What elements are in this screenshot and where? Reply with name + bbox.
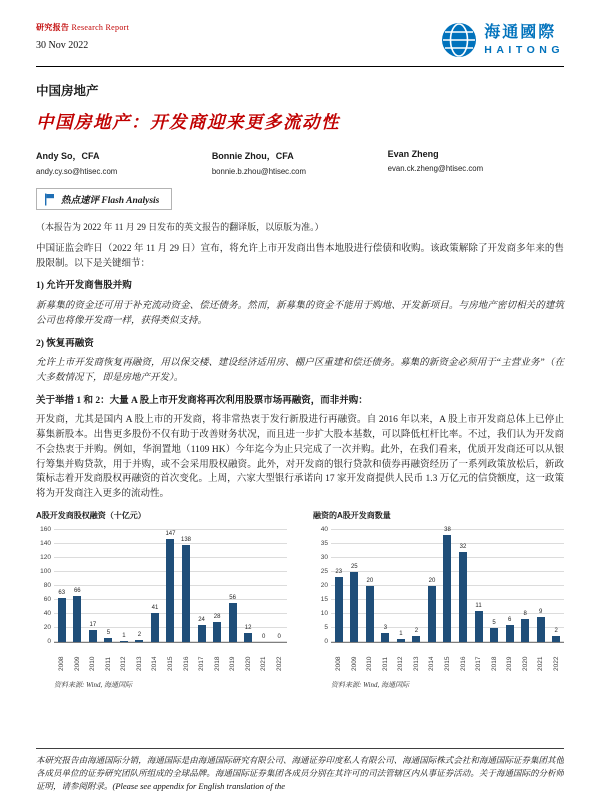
brand-name-en: HAITONG: [484, 43, 564, 56]
report-header: [36, 22, 564, 58]
bars: [331, 527, 564, 642]
translation-note: （本报告为 2022 年 11 月 29 日发布的英文报告的翻译版，以原版为准。）: [36, 222, 324, 232]
bar: [89, 630, 97, 642]
bar-value-label: 12: [244, 625, 252, 632]
y-tick-label: 80: [43, 581, 51, 589]
report-date: 30 Nov 2022: [36, 40, 89, 51]
bar-value-label: 5: [106, 630, 111, 637]
x-axis-labels: [331, 645, 564, 671]
x-tick-label: 2013: [135, 656, 143, 671]
flash-analysis-label: 热点速评 Flash Analysis: [61, 196, 160, 206]
bar: [475, 611, 483, 642]
author-email: bonnie.b.zhou@htisec.com: [211, 167, 306, 176]
bar: [506, 625, 514, 642]
bar-column: [178, 537, 194, 642]
brand-name-zh: 海通國際: [484, 24, 557, 42]
section-1-paragraph: 新募集的资金还可用于补充流动资金、偿还债务。然而，新募集的资金不能用于购地、开发新项目。与房地产密切相关的建筑公司也将像开发商一样，获得类似支持。: [36, 301, 564, 326]
bar-value-label: 20: [428, 577, 436, 584]
bar-value-label: 20: [366, 577, 374, 584]
intro-paragraph: 中国证监会昨日（2022 年 11 月 29 日）宣布，将允许上市开发商出售本地股进行偿债和收购。该政策解除了开发商多年来的售股限制。以下是关键细节：: [36, 244, 564, 269]
plot-area: [40, 525, 287, 645]
x-tick-label: 2012: [397, 656, 405, 671]
y-tick-label: 15: [320, 595, 328, 603]
x-tick-label: 2022: [552, 656, 560, 671]
gridline: [54, 529, 287, 530]
y-tick-label: 60: [43, 595, 51, 603]
section-2-paragraph: 允许上市开发商恢复再融资，用以保交楼、建设经济适用房、棚户区重建和偿还债务。募集的新资金必须用于“主营业务”（在大多数情况下，即是房地产开发）。: [36, 358, 564, 384]
y-tick-label: 40: [43, 609, 51, 617]
y-tick-label: 30: [320, 553, 328, 561]
x-tick-label: 2015: [443, 656, 451, 671]
bar-value-label: 147: [165, 530, 176, 537]
x-tick-label: 2017: [198, 656, 206, 671]
charts-row: [36, 510, 564, 690]
bar-column: [347, 564, 363, 642]
bar-value-label: 24: [198, 616, 205, 623]
bar-value-label: 8: [523, 611, 527, 618]
chart-source: 资料来源: Wind, 海通国际: [331, 680, 409, 689]
bar: [73, 596, 81, 642]
report-type-en: Research Report: [71, 23, 130, 32]
bar-value-label: 25: [350, 563, 358, 570]
bar-value-label: 32: [459, 544, 467, 551]
bar-column: [378, 625, 394, 641]
plot-area: [320, 525, 564, 645]
footer-disclaimer: 本研究报告由海通国际分销，海通国际是由海通国际研究有限公司、海通证券印度私人有限公司、海通国际株式会社和海通国际证券集团其他各成员单位的证券研究团队所组成的全球品牌。海通国际证券集团各成员分别在其许可的司法管辖区内从事证券活动。关于海通国际的分析师证明，请参阅附录。(Please see appendix for English translation of the: [36, 748, 564, 800]
bar: [135, 640, 143, 641]
y-tick-label: 100: [40, 567, 51, 575]
x-tick-label: 2016: [459, 656, 467, 671]
header-left: [36, 22, 129, 51]
x-tick-label: 2010: [89, 656, 97, 671]
chart-source: 资料来源: Wind, 海通国际: [54, 680, 132, 689]
x-tick-label: 2019: [506, 656, 514, 671]
x-tick-label: 2018: [213, 656, 221, 671]
author-1: [36, 149, 212, 176]
y-tick-label: 10: [320, 609, 328, 617]
report-type-zh: 研究报告: [36, 23, 70, 32]
x-tick-label: 2020: [244, 656, 252, 671]
chart-title: A股开发商股权融资（十亿元）: [36, 510, 146, 520]
bar-value-label: 1: [399, 630, 403, 637]
bar: [120, 641, 128, 642]
bar-value-label: 38: [444, 527, 451, 534]
bar-column: [533, 609, 549, 642]
bar: [397, 639, 405, 642]
x-tick-label: 2009: [350, 656, 358, 671]
x-tick-label: 2018: [490, 656, 498, 671]
y-tick-label: 0: [324, 637, 328, 645]
section-heading-2: 2) 恢复再融资: [36, 338, 94, 349]
bar: [459, 552, 467, 642]
bar-column: [331, 569, 347, 641]
author-3: [388, 149, 564, 176]
x-tick-label: 2011: [104, 656, 112, 671]
bar: [366, 586, 374, 642]
chart-plot: [320, 525, 564, 671]
x-tick-label: 2021: [537, 656, 545, 671]
bar: [381, 633, 389, 641]
y-tick-label: 120: [40, 553, 51, 561]
bar-column: [116, 633, 132, 642]
bar-column: [240, 625, 256, 641]
bar-value-label: 2: [414, 628, 419, 635]
bar-column: [256, 634, 272, 642]
bar: [335, 577, 343, 641]
header-divider: [36, 66, 564, 67]
chart-developer-count: [313, 510, 564, 690]
bar: [229, 603, 237, 642]
authors-row: [36, 149, 564, 176]
bar-column: [209, 614, 225, 642]
flash-analysis-badge: [36, 188, 172, 210]
bar: [490, 628, 498, 642]
y-tick-label: 0: [47, 637, 51, 645]
bar: [244, 633, 252, 641]
bar-value-label: 56: [229, 594, 236, 601]
bar: [552, 636, 560, 642]
bar: [537, 617, 545, 642]
bar-column: [455, 544, 471, 642]
bar: [104, 638, 112, 642]
bar-value-label: 0: [277, 633, 281, 640]
bar-column: [85, 622, 101, 642]
bar: [151, 613, 159, 642]
author-name: Andy So，CFA: [36, 151, 100, 161]
bar-column: [362, 578, 378, 642]
bar-value-label: 41: [151, 605, 159, 612]
bar-value-label: 5: [492, 619, 496, 626]
bar-column: [194, 617, 210, 642]
haitong-globe-icon: [441, 22, 477, 58]
bar-value-label: 3: [383, 625, 388, 632]
x-tick-label: 2008: [58, 656, 66, 671]
chart-title: 融资的A股开发商数量: [313, 510, 391, 520]
bar-value-label: 2: [554, 628, 558, 635]
y-tick-label: 20: [43, 623, 51, 631]
bar-column: [486, 620, 502, 642]
bar-column: [502, 617, 518, 642]
analysis-heading: 关于举措 1 和 2：大量 A 股上市开发商将再次利用股票市场再融资，而非并购：: [36, 395, 368, 406]
bar-value-label: 1: [122, 633, 126, 640]
bar: [58, 598, 66, 642]
bar-column: [409, 628, 425, 642]
x-tick-label: 2014: [151, 656, 159, 671]
y-tick-label: 35: [320, 539, 328, 547]
bar-value-label: 0: [262, 633, 266, 640]
section-heading-1: 1) 允许开发商售股并购: [36, 281, 132, 292]
x-axis-labels: [54, 645, 287, 671]
x-tick-label: 2012: [120, 656, 128, 671]
bars: [54, 531, 287, 642]
x-tick-label: 2019: [229, 656, 237, 671]
bar-column: [440, 527, 456, 641]
bar-column: [548, 628, 564, 642]
bar-column: [54, 590, 70, 642]
x-tick-label: 2014: [428, 656, 436, 671]
bar: [166, 539, 174, 642]
x-tick-label: 2021: [260, 656, 268, 671]
bar-column: [101, 630, 117, 642]
bar: [443, 535, 451, 641]
bar-column: [393, 631, 409, 642]
x-tick-label: 2022: [275, 656, 283, 671]
author-name: Evan Zheng: [387, 149, 439, 159]
bar: [182, 545, 190, 642]
y-tick-label: 25: [320, 567, 328, 575]
bar-column: [132, 632, 148, 641]
bar-value-label: 9: [539, 608, 543, 615]
author-email: andy.cy.so@htisec.com: [36, 167, 118, 176]
bar-value-label: 138: [181, 537, 192, 544]
x-tick-label: 2008: [335, 656, 343, 671]
bar: [213, 622, 221, 642]
bar-column: [147, 605, 163, 642]
x-tick-label: 2016: [182, 656, 190, 671]
bar-value-label: 66: [73, 587, 81, 594]
report-title: 中国房地产：开发商迎来更多流动性: [36, 112, 340, 132]
bar-value-label: 17: [89, 621, 97, 628]
x-tick-label: 2013: [412, 656, 420, 671]
analysis-paragraph: 开发商，尤其是国内 A 股上市的开发商，将非常热衷于发行新股进行再融资。自 2016 年以来，A 股上市开发商总体上已停止募集新股本。出售更多股份不仅有助于改善财务状况，而且进一步扩大股本基数，可以降低杠杆比率。不过，我们认为开发商不会热衷于并购。例如，华润置地（1109 HK）今年迄今为止只完成了一次并购。此外，在我们看来，优质开发商还可以从银行筹集并购贷款，用于并购，或不会采用股权融资。此外，对开发商的银行贷款和债券再融资经历了一系列政策放松后，新政策标志着开发商股权再融资的首次变化。上周，六家大型银行承诺向 17 家开发商提供人民币 1.3 万亿元的信贷额度，这一政策将为开发商注入更多的流动性。: [36, 415, 564, 500]
y-tick-label: 160: [40, 525, 51, 533]
bar-column: [471, 603, 487, 642]
bar-column: [271, 634, 287, 642]
bar: [350, 572, 358, 642]
bar: [412, 636, 420, 642]
bar-value-label: 2: [137, 632, 142, 639]
bar-value-label: 11: [475, 602, 482, 609]
haitong-logo: [441, 22, 564, 58]
bar: [198, 625, 206, 642]
sector-heading: 中国房地产: [36, 84, 99, 98]
chart-plot: [40, 525, 287, 671]
x-tick-label: 2020: [521, 656, 529, 671]
brand-text: [484, 24, 564, 56]
bar-value-label: 63: [58, 589, 66, 596]
bar-column: [163, 531, 179, 642]
y-tick-label: 40: [320, 525, 328, 533]
y-tick-label: 20: [320, 581, 328, 589]
y-tick-label: 140: [40, 539, 51, 547]
bar-value-label: 28: [213, 614, 221, 621]
author-name: Bonnie Zhou，CFA: [211, 151, 294, 161]
x-tick-label: 2010: [366, 656, 374, 671]
bar: [428, 586, 436, 642]
author-2: [212, 149, 388, 176]
flag-icon: [44, 193, 55, 206]
bar-column: [424, 578, 440, 642]
bar-column: [225, 595, 241, 642]
y-tick-label: 5: [324, 623, 328, 631]
x-tick-label: 2009: [73, 656, 81, 671]
chart-equity-financing: [36, 510, 287, 690]
report-type-label: [36, 22, 129, 33]
bar: [521, 619, 529, 641]
bar-value-label: 6: [507, 616, 512, 623]
x-tick-label: 2015: [166, 656, 174, 671]
bar-column: [70, 588, 86, 642]
bar-column: [517, 611, 533, 641]
author-email: evan.ck.zheng@htisec.com: [387, 164, 484, 173]
x-tick-label: 2017: [475, 656, 483, 671]
x-tick-label: 2011: [381, 656, 389, 671]
bar-value-label: 23: [335, 569, 343, 576]
